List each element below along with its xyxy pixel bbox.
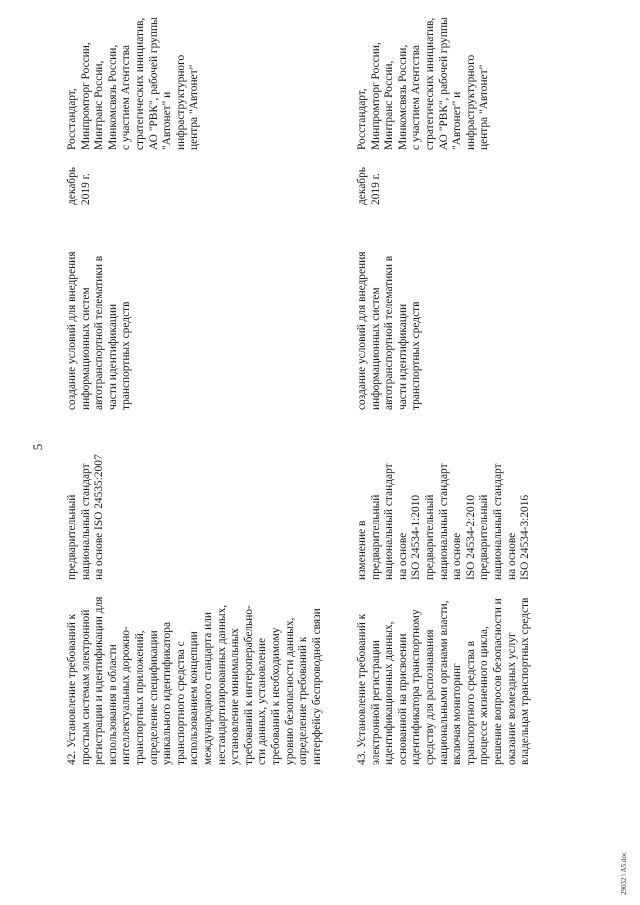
executors-cell: Росстандарт, Минпромторг России, Минтранс России, Минкомсвязь России, с участием Агентства стратегических инициатив, АО "РВК", рабочей группы "Автонет" и инфраструктурного центра "Автонет" — [356, 17, 491, 150]
file-footer: 29032 \ A5.doc — [620, 852, 628, 895]
executors-cell: Росстандарт, Минпромторг России, Минтранс России, Минкомсвязь России, с участием Агентства стратегических инициатив, АО "РВК", рабочей группы "Автонет" и инфраструктурного центра "Автонет" — [66, 17, 201, 150]
measure-cell: 43. Установление требований к электронной регистрации идентификационных данных, основанной на присвоении идентификатора транспортному средству для распознавания национальными органами власти, включая мониторинг транспортного средства в процессе жизненного цикла, решение вопросов безопасности и оказание возмездных услуг владельцам транспортных средств — [356, 597, 532, 765]
deadline-cell: декабрь 2019 г. — [66, 167, 92, 205]
result-cell: создание условий для внедрения информационных систем автотранспортной телематики в части идентификации транспортных средств — [66, 251, 133, 410]
measure-cell: 42. Установление требований к простым системам электронной регистрации и идентификации для использования в области интеллектуальных дорожно- транспортных приложений, определение спецификации уникального идентификатора транспортного средства с использованием концепции международного стандарта или нестандартизированных данных, установление минимальных требований к интероперабельно- сти данных, установление требований к необходимому уровню безопасности данных, определение требований к интерфейсу беспроводной связи — [66, 596, 323, 765]
document-cell: предварительный национальный стандарт на основе ISO 24535:2007 — [66, 454, 106, 580]
result-cell: создание условий для внедрения информационных систем автотранспортной телематики в части идентификации транспортных средств — [356, 251, 423, 410]
deadline-cell: декабрь 2019 г. — [356, 167, 382, 205]
page-number: 5 — [30, 443, 45, 451]
document-cell: изменение в предварительный национальный стандарт на основе ISO 24534-1:2010 предварительный национальный стандарт на основе ISO 24534-2:2010 предварительный национальный стандарт на основе ISO 24534-3:2016 — [356, 463, 532, 580]
